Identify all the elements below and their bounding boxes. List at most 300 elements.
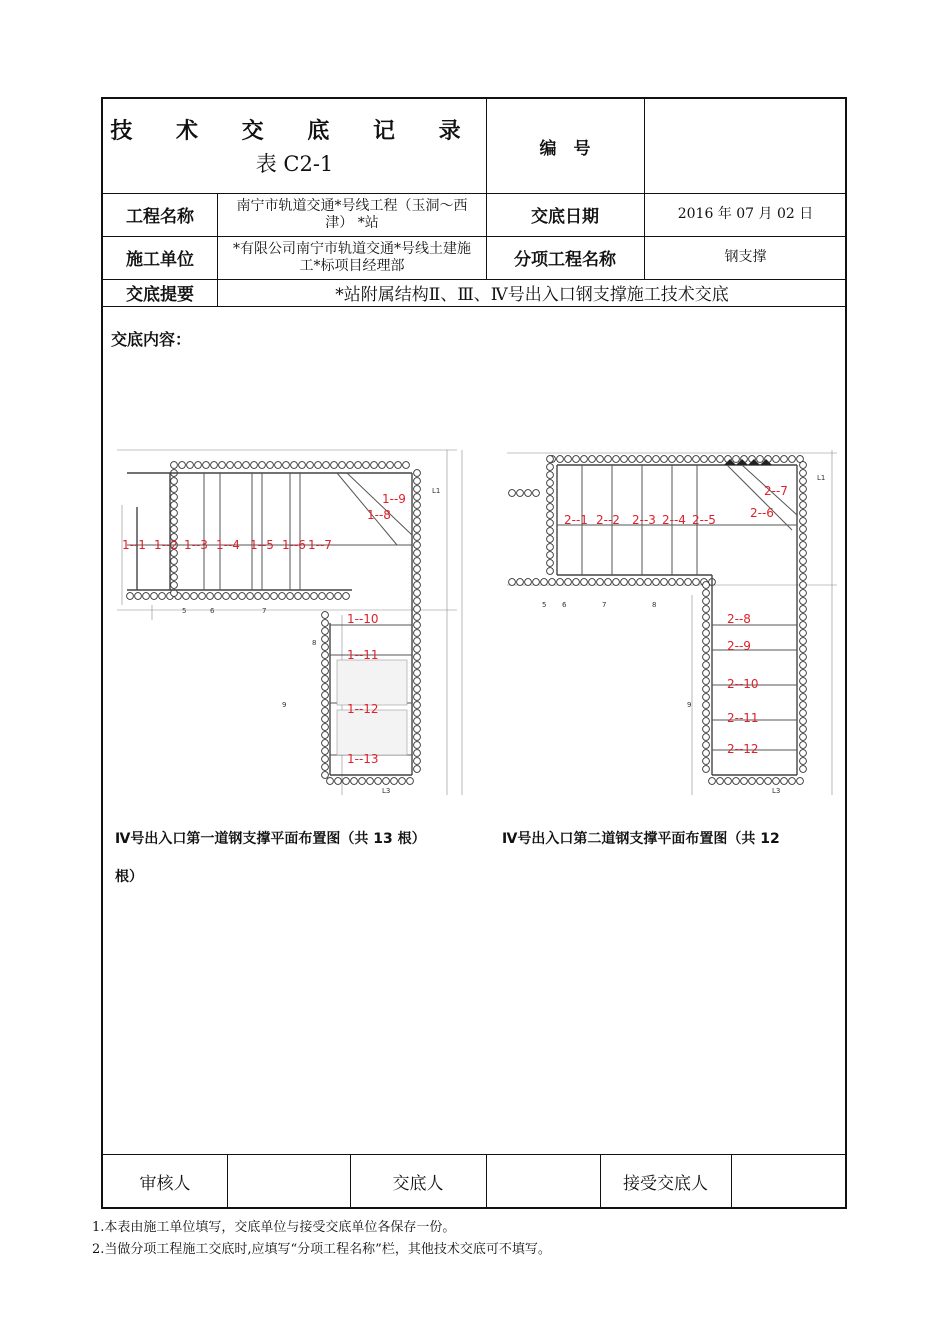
pile-circle — [322, 668, 329, 675]
brace-label-1--12: 1--12 — [347, 702, 379, 716]
pile-circle — [327, 593, 334, 600]
pile-circle — [800, 614, 807, 621]
pile-circle — [395, 462, 402, 469]
pile-circle — [291, 462, 298, 469]
pile-circle — [573, 456, 580, 463]
pile-circle — [171, 462, 178, 469]
pile-circle — [703, 654, 710, 661]
pile-circle — [414, 582, 421, 589]
pile-circle — [191, 593, 198, 600]
pile-circle — [371, 462, 378, 469]
date-label: 交底日期 — [531, 207, 599, 227]
pile-circle — [789, 778, 796, 785]
pile-circle — [391, 778, 398, 785]
pile-circle — [693, 579, 700, 586]
pile-circle — [547, 544, 554, 551]
pile-circle — [661, 579, 668, 586]
pile-circle — [547, 536, 554, 543]
pile-circle — [367, 778, 374, 785]
pile-circle — [259, 462, 266, 469]
pile-circle — [800, 638, 807, 645]
pile-circle — [703, 694, 710, 701]
pile-circle — [547, 464, 554, 471]
brace-label-1--1: 1--1 — [122, 538, 146, 552]
axis-mark-6: 6 — [210, 607, 215, 615]
pile-circle — [541, 579, 548, 586]
pile-circle — [703, 734, 710, 741]
axis-mark-7: 7 — [602, 601, 607, 609]
pile-circle — [669, 456, 676, 463]
axis-mark-8: 8 — [652, 601, 657, 609]
pile-circle — [322, 772, 329, 779]
receiver-value — [731, 1154, 847, 1209]
pile-circle — [414, 718, 421, 725]
pile-circle — [565, 579, 572, 586]
pile-circle — [685, 579, 692, 586]
pile-circle — [645, 579, 652, 586]
pile-circle — [322, 644, 329, 651]
project-name-label: 工程名称 — [126, 207, 194, 227]
pile-circle — [322, 636, 329, 643]
pile-circle — [703, 678, 710, 685]
pile-circle — [800, 606, 807, 613]
pile-circle — [581, 456, 588, 463]
pile-circle — [159, 593, 166, 600]
pile-circle — [800, 502, 807, 509]
pile-circle — [414, 742, 421, 749]
pile-circle — [693, 456, 700, 463]
brace-label-2--7: 2--7 — [764, 484, 788, 498]
axis-mark-7: 7 — [262, 607, 267, 615]
form-number: 表 C2-1 — [255, 152, 334, 176]
pile-circle — [171, 478, 178, 485]
pile-circle — [703, 606, 710, 613]
pile-circle — [227, 462, 234, 469]
pile-circle — [399, 778, 406, 785]
pile-circle — [322, 724, 329, 731]
pile-circle — [414, 526, 421, 533]
pile-circle — [322, 732, 329, 739]
pile-circle — [414, 542, 421, 549]
pile-circle — [414, 654, 421, 661]
brace-label-2--1: 2--1 — [564, 513, 588, 527]
pile-circle — [355, 462, 362, 469]
pile-circle — [379, 462, 386, 469]
pile-circle — [267, 462, 274, 469]
subitem-value: 钢支撑 — [724, 249, 767, 265]
pile-circle — [239, 593, 246, 600]
pile-circle — [525, 490, 532, 497]
pile-circle — [171, 502, 178, 509]
summary-value: *站附属结构Ⅱ、Ⅲ、Ⅳ号出入口钢支撑施工技术交底 — [335, 285, 729, 305]
pile-circle — [800, 766, 807, 773]
pile-circle — [414, 566, 421, 573]
pile-circle — [183, 593, 190, 600]
axis-mark-L3: L3 — [382, 787, 391, 795]
pile-circle — [573, 579, 580, 586]
pile-circle — [773, 456, 780, 463]
pile-circle — [135, 593, 142, 600]
axis-mark-5: 5 — [182, 607, 187, 615]
pile-circle — [322, 660, 329, 667]
pile-circle — [703, 670, 710, 677]
number-value — [644, 99, 847, 193]
receiver-label: 接受交底人 — [623, 1174, 708, 1194]
pile-circle — [414, 470, 421, 477]
pile-circle — [414, 502, 421, 509]
pile-circle — [703, 598, 710, 605]
pile-circle — [565, 456, 572, 463]
pile-circle — [703, 702, 710, 709]
pile-circle — [171, 494, 178, 501]
pile-circle — [800, 622, 807, 629]
pile-circle — [800, 630, 807, 637]
pile-circle — [414, 750, 421, 757]
pile-circle — [703, 766, 710, 773]
pile-circle — [613, 579, 620, 586]
content-label: 交底内容： — [111, 329, 192, 349]
pile-circle — [800, 678, 807, 685]
pile-circle — [703, 710, 710, 717]
pile-circle — [749, 778, 756, 785]
pile-circle — [414, 630, 421, 637]
pile-circle — [171, 486, 178, 493]
pile-circle — [757, 456, 764, 463]
brace-label-2--4: 2--4 — [662, 513, 686, 527]
pile-circle — [143, 593, 150, 600]
number-label: 编 号 — [539, 138, 591, 159]
pile-circle — [414, 534, 421, 541]
pile-circle — [703, 718, 710, 725]
discloser-value — [486, 1154, 600, 1209]
pile-circle — [725, 778, 732, 785]
pile-circle — [414, 710, 421, 717]
pile-circle — [703, 750, 710, 757]
pile-circle — [800, 598, 807, 605]
pile-circle — [661, 456, 668, 463]
pile-circle — [800, 590, 807, 597]
pile-circle — [703, 758, 710, 765]
pile-circle — [717, 456, 724, 463]
pile-circle — [255, 593, 262, 600]
brace-label-2--9: 2--9 — [727, 639, 751, 653]
pile-circle — [363, 462, 370, 469]
pile-circle — [414, 646, 421, 653]
brace-label-1--13: 1--13 — [347, 752, 379, 766]
pile-circle — [414, 614, 421, 621]
pile-circle — [733, 778, 740, 785]
pile-circle — [800, 462, 807, 469]
pile-circle — [709, 456, 716, 463]
pile-circle — [701, 456, 708, 463]
pile-circle — [800, 574, 807, 581]
pile-circle — [347, 462, 354, 469]
pile-circle — [414, 606, 421, 613]
pile-circle — [800, 694, 807, 701]
pile-circle — [797, 778, 804, 785]
pile-circle — [800, 526, 807, 533]
pile-circle — [322, 684, 329, 691]
pile-circle — [322, 708, 329, 715]
pile-circle — [414, 478, 421, 485]
pile-circle — [653, 579, 660, 586]
pile-circle — [211, 462, 218, 469]
pile-circle — [315, 462, 322, 469]
pile-circle — [717, 778, 724, 785]
pile-circle — [800, 670, 807, 677]
pile-circle — [800, 662, 807, 669]
brace-label-1--9: 1--9 — [382, 492, 406, 506]
pile-circle — [629, 456, 636, 463]
summary-label: 交底提要 — [126, 285, 194, 305]
pile-circle — [557, 579, 564, 586]
brace-label-2--8: 2--8 — [727, 612, 751, 626]
brace-label-1--3: 1--3 — [184, 538, 208, 552]
pile-circle — [800, 726, 807, 733]
pile-circle — [215, 593, 222, 600]
pile-circle — [629, 579, 636, 586]
pile-circle — [547, 504, 554, 511]
pile-circle — [703, 582, 710, 589]
pile-circle — [322, 700, 329, 707]
pile-circle — [322, 764, 329, 771]
figure-caption-continuation: 根） — [115, 869, 143, 885]
pile-circle — [800, 702, 807, 709]
pile-circle — [414, 758, 421, 765]
pile-circle — [171, 526, 178, 533]
pile-circle — [207, 593, 214, 600]
pile-circle — [247, 593, 254, 600]
pile-circle — [800, 582, 807, 589]
brace-label-1--10: 1--10 — [347, 612, 379, 626]
pile-circle — [547, 480, 554, 487]
axis-mark-8: 8 — [312, 639, 317, 647]
pile-circle — [547, 512, 554, 519]
subitem-label: 分项工程名称 — [514, 250, 616, 270]
pile-circle — [765, 778, 772, 785]
pile-circle — [383, 778, 390, 785]
pile-circle — [322, 756, 329, 763]
pile-circle — [509, 579, 516, 586]
pile-circle — [339, 462, 346, 469]
pile-circle — [127, 593, 134, 600]
pile-circle — [645, 456, 652, 463]
pile-circle — [171, 582, 178, 589]
figure1-caption: Ⅳ号出入口第一道钢支撑平面布置图（共 13 根） — [115, 831, 426, 847]
pile-circle — [199, 593, 206, 600]
pile-circle — [800, 510, 807, 517]
pile-circle — [605, 579, 612, 586]
discloser-label: 交底人 — [392, 1174, 444, 1194]
pile-circle — [275, 462, 282, 469]
footnote-1: 1.本表由施工单位填写，交底单位与接受交底单位各保存一份。 — [92, 1220, 456, 1235]
brace-label-2--6: 2--6 — [750, 506, 774, 520]
pile-circle — [414, 694, 421, 701]
pile-circle — [703, 726, 710, 733]
pile-circle — [287, 593, 294, 600]
pile-circle — [800, 734, 807, 741]
pile-circle — [613, 456, 620, 463]
pile-circle — [741, 778, 748, 785]
pile-circle — [414, 494, 421, 501]
pile-circle — [637, 579, 644, 586]
pile-circle — [547, 560, 554, 567]
axis-mark-L1: L1 — [817, 474, 826, 482]
pile-circle — [509, 490, 516, 497]
pile-circle — [800, 710, 807, 717]
pile-circle — [525, 579, 532, 586]
pile-circle — [621, 579, 628, 586]
pile-circle — [800, 646, 807, 653]
pile-circle — [414, 670, 421, 677]
pile-circle — [800, 478, 807, 485]
form-title: 技 术 交 底 记 录 — [110, 117, 479, 144]
pile-circle — [547, 520, 554, 527]
pile-circle — [219, 462, 226, 469]
pile-circle — [295, 593, 302, 600]
pile-circle — [359, 778, 366, 785]
pile-circle — [223, 593, 230, 600]
figure2-caption: Ⅳ号出入口第二道钢支撑平面布置图（共 12 — [502, 831, 780, 847]
pile-circle — [703, 686, 710, 693]
pile-circle — [414, 662, 421, 669]
pile-circle — [335, 778, 342, 785]
pile-circle — [311, 593, 318, 600]
pile-circle — [547, 568, 554, 575]
pile-circle — [773, 778, 780, 785]
pile-circle — [800, 566, 807, 573]
axis-mark-L3: L3 — [772, 787, 781, 795]
pile-circle — [703, 622, 710, 629]
pile-circle — [414, 702, 421, 709]
pile-circle — [414, 726, 421, 733]
pile-circle — [171, 518, 178, 525]
brace-label-1--4: 1--4 — [216, 538, 240, 552]
pile-circle — [733, 456, 740, 463]
pile-circle — [331, 462, 338, 469]
pile-circle — [414, 734, 421, 741]
pile-circle — [414, 598, 421, 605]
pile-circle — [597, 579, 604, 586]
axis-mark-9: 9 — [282, 701, 287, 709]
pile-circle — [547, 528, 554, 535]
pile-circle — [243, 462, 250, 469]
pile-circle — [800, 550, 807, 557]
pile-circle — [251, 462, 258, 469]
pile-circle — [557, 456, 564, 463]
pile-circle — [414, 574, 421, 581]
pile-circle — [800, 534, 807, 541]
pile-circle — [637, 456, 644, 463]
axis-mark-6: 6 — [562, 601, 567, 609]
pile-circle — [414, 766, 421, 773]
pile-circle — [414, 638, 421, 645]
pile-circle — [171, 510, 178, 517]
pile-circle — [203, 462, 210, 469]
pile-circle — [533, 490, 540, 497]
pile-circle — [303, 593, 310, 600]
pile-circle — [800, 758, 807, 765]
pile-circle — [533, 579, 540, 586]
pile-circle — [669, 579, 676, 586]
pile-circle — [605, 456, 612, 463]
brace-label-2--11: 2--11 — [727, 711, 759, 725]
pile-circle — [414, 510, 421, 517]
pile-circle — [547, 552, 554, 559]
pile-circle — [800, 558, 807, 565]
pile-circle — [703, 742, 710, 749]
pile-circle — [547, 456, 554, 463]
pile-circle — [171, 574, 178, 581]
pile-circle — [299, 462, 306, 469]
pile-circle — [323, 462, 330, 469]
figure2-plan-drawing — [502, 445, 842, 800]
pile-circle — [781, 778, 788, 785]
pile-circle — [414, 550, 421, 557]
pile-circle — [414, 518, 421, 525]
pile-circle — [800, 486, 807, 493]
pile-circle — [279, 593, 286, 600]
pile-circle — [179, 462, 186, 469]
date-value: 2016 年 07 月 02 日 — [677, 206, 814, 222]
pile-circle — [322, 716, 329, 723]
pile-circle — [685, 456, 692, 463]
axis-mark-L1: L1 — [432, 487, 441, 495]
pile-circle — [703, 646, 710, 653]
pile-circle — [800, 494, 807, 501]
brace-label-1--8: 1--8 — [367, 508, 391, 522]
pile-circle — [581, 579, 588, 586]
pile-circle — [319, 593, 326, 600]
pile-circle — [407, 778, 414, 785]
pile-circle — [414, 686, 421, 693]
pile-circle — [800, 518, 807, 525]
pile-circle — [351, 778, 358, 785]
pile-circle — [703, 662, 710, 669]
brace-label-2--12: 2--12 — [727, 742, 759, 756]
pile-circle — [327, 778, 334, 785]
pile-circle — [414, 590, 421, 597]
pile-circle — [677, 579, 684, 586]
project-name-value: 南宁市轨道交通*号线工程（玉洞～西津） *站 — [236, 197, 468, 231]
pile-circle — [335, 593, 342, 600]
pile-circle — [343, 593, 350, 600]
unit-value: *有限公司南宁市轨道交通*号线土建施工*标项目经理部 — [233, 240, 471, 274]
pile-circle — [800, 750, 807, 757]
figure1-plan-drawing — [112, 445, 467, 800]
pile-circle — [547, 472, 554, 479]
brace-label-1--7: 1--7 — [308, 538, 332, 552]
pile-circle — [597, 456, 604, 463]
pile-circle — [322, 620, 329, 627]
pile-circle — [800, 686, 807, 693]
brace-label-2--3: 2--3 — [632, 513, 656, 527]
pile-circle — [703, 638, 710, 645]
pile-circle — [414, 558, 421, 565]
pile-circle — [271, 593, 278, 600]
reviewer-label: 审核人 — [139, 1174, 191, 1194]
axis-mark-5: 5 — [542, 601, 547, 609]
pile-circle — [547, 488, 554, 495]
pile-circle — [231, 593, 238, 600]
brace-label-1--11: 1--11 — [347, 648, 379, 662]
pile-circle — [387, 462, 394, 469]
brace-label-1--5: 1--5 — [250, 538, 274, 552]
pile-circle — [703, 614, 710, 621]
pile-circle — [195, 462, 202, 469]
pile-circle — [800, 742, 807, 749]
pile-circle — [800, 542, 807, 549]
